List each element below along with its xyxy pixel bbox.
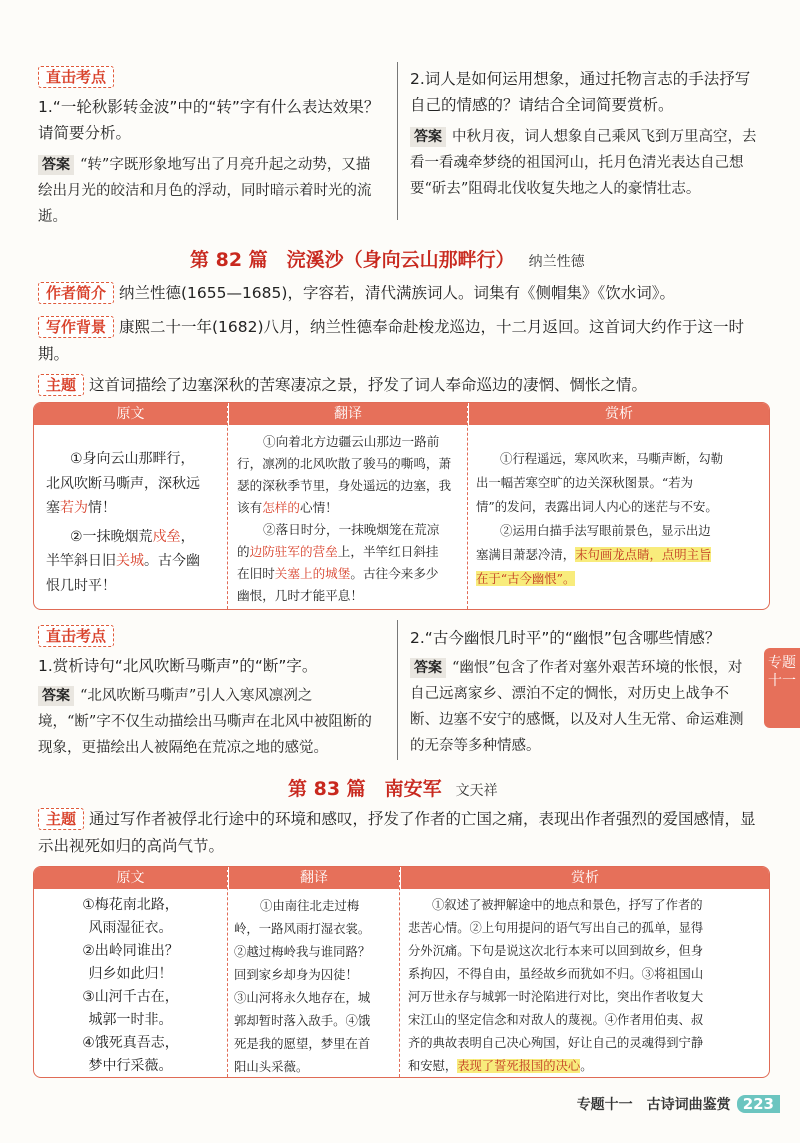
- line: ②运用白描手法写眼前景色，显示出边: [500, 523, 711, 538]
- line: 归乡如此归！: [88, 966, 173, 982]
- line: 齐的典故表明自己决心殉国，好让自己的灵魂得到宁静: [408, 1036, 704, 1050]
- answer-block: [38, 683, 384, 761]
- header-appreciation: 赏析: [469, 403, 769, 425]
- author-name: 纳兰性德: [528, 254, 585, 270]
- line: ①向着北方边疆云山那边一路前: [263, 434, 440, 449]
- answer-label: 答案: [38, 155, 74, 175]
- title-text: 第 82 篇 浣溪沙（身向云山那畔行）: [190, 249, 515, 271]
- section-tag: 作者简介: [38, 282, 114, 304]
- line: 风雨湿征衣。: [88, 920, 173, 936]
- line: 城郭一时非。: [88, 1012, 173, 1028]
- line: ②一抹晚烟荒戍垒，: [70, 528, 195, 545]
- header-original: 原文: [34, 867, 227, 889]
- topic-side-tab: 专题十一: [764, 648, 800, 728]
- column-divider: [397, 62, 398, 220]
- section-tag: 主题: [38, 808, 84, 830]
- line: 岭，一路风雨打湿衣裳。: [234, 921, 371, 936]
- line: ②落日时分，一抹晚烟笼在荒凉: [263, 522, 440, 537]
- header-appreciation: 赏析: [401, 867, 769, 889]
- appreciation-text: [476, 447, 764, 591]
- theme-text: 通过写作者被俘北行途中的环境和感叹，抒发了作者的亡国之痛，表现出作者强烈的爱国感情，显示出视死如归的高尚气节。: [38, 810, 756, 855]
- line: 郭却暂时落入敌手。④饿: [234, 1013, 371, 1028]
- answer-block: [410, 124, 762, 202]
- line: ②出岭同谁出？: [82, 943, 179, 959]
- answer-block: [410, 655, 750, 759]
- column-separator: [227, 867, 228, 1077]
- answer-text: “北风吹断马嘶声”引人入寒风凛冽之境，“断”字不仅生动描绘出马嘶声在北风中被阻断的现象，更描绘出人被隔绝在荒凉之地的感觉。: [38, 688, 372, 756]
- writing-background: [38, 314, 768, 368]
- question-text: 1.赏析诗句“北风吹断马嘶声”的“断”字。: [38, 657, 318, 675]
- line: 和安慰，表现了誓死报国的决心。: [408, 1059, 593, 1073]
- line: 情”的发问，表露出词人内心的迷茫与不安。: [476, 499, 718, 514]
- answer-text: “幽恨”包含了作者对塞外艰苦环境的怅恨，对自己远离家乡、漂泊不定的惆怅，对历史上战争不断、边塞不安宁的感慨，以及对人生无常、命运难测的无奈等多种情感。: [410, 660, 744, 754]
- line: ③山河千古在，: [82, 989, 179, 1005]
- line: 分外沉痛。下句是说这次北行本来可以回到故乡，但身: [408, 944, 704, 958]
- line: ①叙述了被押解途中的地点和景色，抒写了作者的: [432, 898, 703, 912]
- page-footer: [577, 1094, 780, 1114]
- question-text: 2.“古今幽恨几时平”的“幽恨”包含哪些情感？: [410, 629, 721, 647]
- answer-label: 答案: [410, 658, 446, 678]
- poem-83-table: [33, 866, 770, 1078]
- section-tag: 直击考点: [38, 625, 114, 647]
- original-text: [46, 447, 224, 598]
- sec2-right: [410, 625, 750, 759]
- line: 幽恨，几时才能平息！: [237, 588, 363, 603]
- appreciation-text: [408, 894, 766, 1078]
- line: 该有怎样的心情！: [237, 500, 338, 515]
- highlight: 表现了誓死报国的决心: [457, 1059, 581, 1073]
- sec2-left: [38, 625, 384, 761]
- answer-text: “转”字既形象地写出了月亮升起之动势，又描绘出月光的皎洁和月色的浮动，同时暗示着时光的流逝。: [38, 157, 372, 225]
- section-tag: 主题: [38, 374, 84, 396]
- translation-text: [237, 431, 463, 607]
- author-intro: [38, 280, 768, 306]
- original-text: [34, 894, 227, 1078]
- line: [476, 567, 764, 591]
- line: 恨几时平！: [46, 577, 116, 594]
- poem-83-theme: [38, 806, 768, 860]
- column-separator: [399, 867, 400, 1077]
- line: 瑟的深秋季节里，身处遥远的边塞，我: [237, 478, 452, 493]
- line: ①由南往北走过梅: [260, 898, 360, 913]
- column-divider: [397, 620, 398, 760]
- sec1-left: [38, 66, 384, 230]
- column-separator: [467, 403, 468, 609]
- line: 悲苦心情。②上句用提问的语气写出自己的孤单，显得: [408, 921, 704, 935]
- sec1-right: [410, 66, 762, 202]
- line: 回到家乡却身为囚徒！: [234, 967, 358, 982]
- line: 宋江山的坚定信念和对敌人的蔑视。④作者用伯夷、叔: [408, 1013, 704, 1027]
- line: 河万世永存与城郭一时沦陷进行对比，突出作者收复大: [408, 990, 704, 1004]
- line: 的边防驻军的营垒上，半竿红日斜挂: [237, 544, 439, 559]
- line: 系拘囚，不得自由，虽经故乡而犹如不归。③将祖国山: [408, 967, 704, 981]
- theme-text: 这首词描绘了边塞深秋的苦寒凄凉之景，抒发了词人奉命巡边的凄惘、惆怅之情。: [88, 376, 647, 394]
- line: 在旧时关塞上的城堡。古往今来多少: [237, 566, 439, 581]
- line: ①身向云山那畔行，: [70, 451, 195, 467]
- answer-label: 答案: [38, 686, 74, 706]
- section-tag: 写作背景: [38, 316, 114, 338]
- line: 半竿斜日旧关城。古今幽: [46, 553, 200, 569]
- line: ①梅花南北路，: [82, 897, 179, 913]
- column-separator: [227, 403, 228, 609]
- line: ②越过梅岭我与谁同路？: [234, 944, 371, 959]
- line: ③山河将永久地存在，城: [234, 990, 371, 1005]
- section-tag: 直击考点: [38, 66, 114, 88]
- answer-text: 中秋月夜，词人想象自己乘风飞到万里高空，去看一看魂牵梦绕的祖国河山，托月色清光表达自己想要“斫去”阻碍北伐收复失地之人的豪情壮志。: [410, 129, 757, 197]
- intro-text: 纳兰性德(1655—1685)，字容若，清代满族词人。词集有《侧帽集》《饮水词》。: [118, 284, 675, 302]
- line: ④饿死真吾志，: [82, 1035, 179, 1051]
- line: 塞若为情！: [46, 500, 116, 516]
- line: 北风吹断马嘶声，深秋远: [46, 475, 200, 492]
- question-text: 2.词人是如何运用想象，通过托物言志的手法抒写自己的情感的？请结合全词简要赏析。: [410, 70, 751, 114]
- header-translation: 翻译: [229, 403, 467, 425]
- poem-82-theme: [38, 372, 768, 398]
- poem-83-title: [288, 774, 498, 801]
- background-text: 康熙二十一年(1682)八月，纳兰性德奉命赴梭龙巡边，十二月返回。这首词大约作于这一时期。: [38, 318, 744, 363]
- header-translation: 翻译: [229, 867, 399, 889]
- line: 行，凛冽的北风吹散了骏马的嘶鸣，萧: [237, 456, 452, 471]
- highlight: 末句画龙点睛，点明主旨: [575, 547, 712, 562]
- title-text: 第 83 篇 南安军: [288, 778, 442, 800]
- footer-text: 专题十一 古诗词曲鉴赏: [576, 1097, 731, 1113]
- poem-82-table: [33, 402, 770, 610]
- line: 阳山头采薇。: [234, 1059, 309, 1074]
- author-name: 文天祥: [455, 783, 498, 799]
- line: 出一幅苦寒空旷的边关深秋图景。“若为: [476, 475, 693, 490]
- line: 梦中行采薇。: [88, 1058, 173, 1074]
- line: 塞满目萧瑟冷清，末句画龙点睛，点明主旨: [476, 547, 712, 562]
- page-number: 223: [737, 1095, 780, 1113]
- translation-text: [234, 894, 396, 1078]
- line: 死是我的愿望，梦里在首: [234, 1036, 371, 1051]
- highlight: 在于“古今幽恨”。: [476, 571, 576, 586]
- answer-block: [38, 152, 384, 230]
- answer-label: 答案: [410, 127, 446, 147]
- poem-82-title: [190, 245, 585, 272]
- question-text: 1.“一轮秋影转金波”中的“转”字有什么表达效果？请简要分析。: [38, 98, 380, 142]
- header-original: 原文: [34, 403, 227, 425]
- line: ①行程遥远，寒风吹来，马嘶声断，勾勒: [500, 451, 724, 466]
